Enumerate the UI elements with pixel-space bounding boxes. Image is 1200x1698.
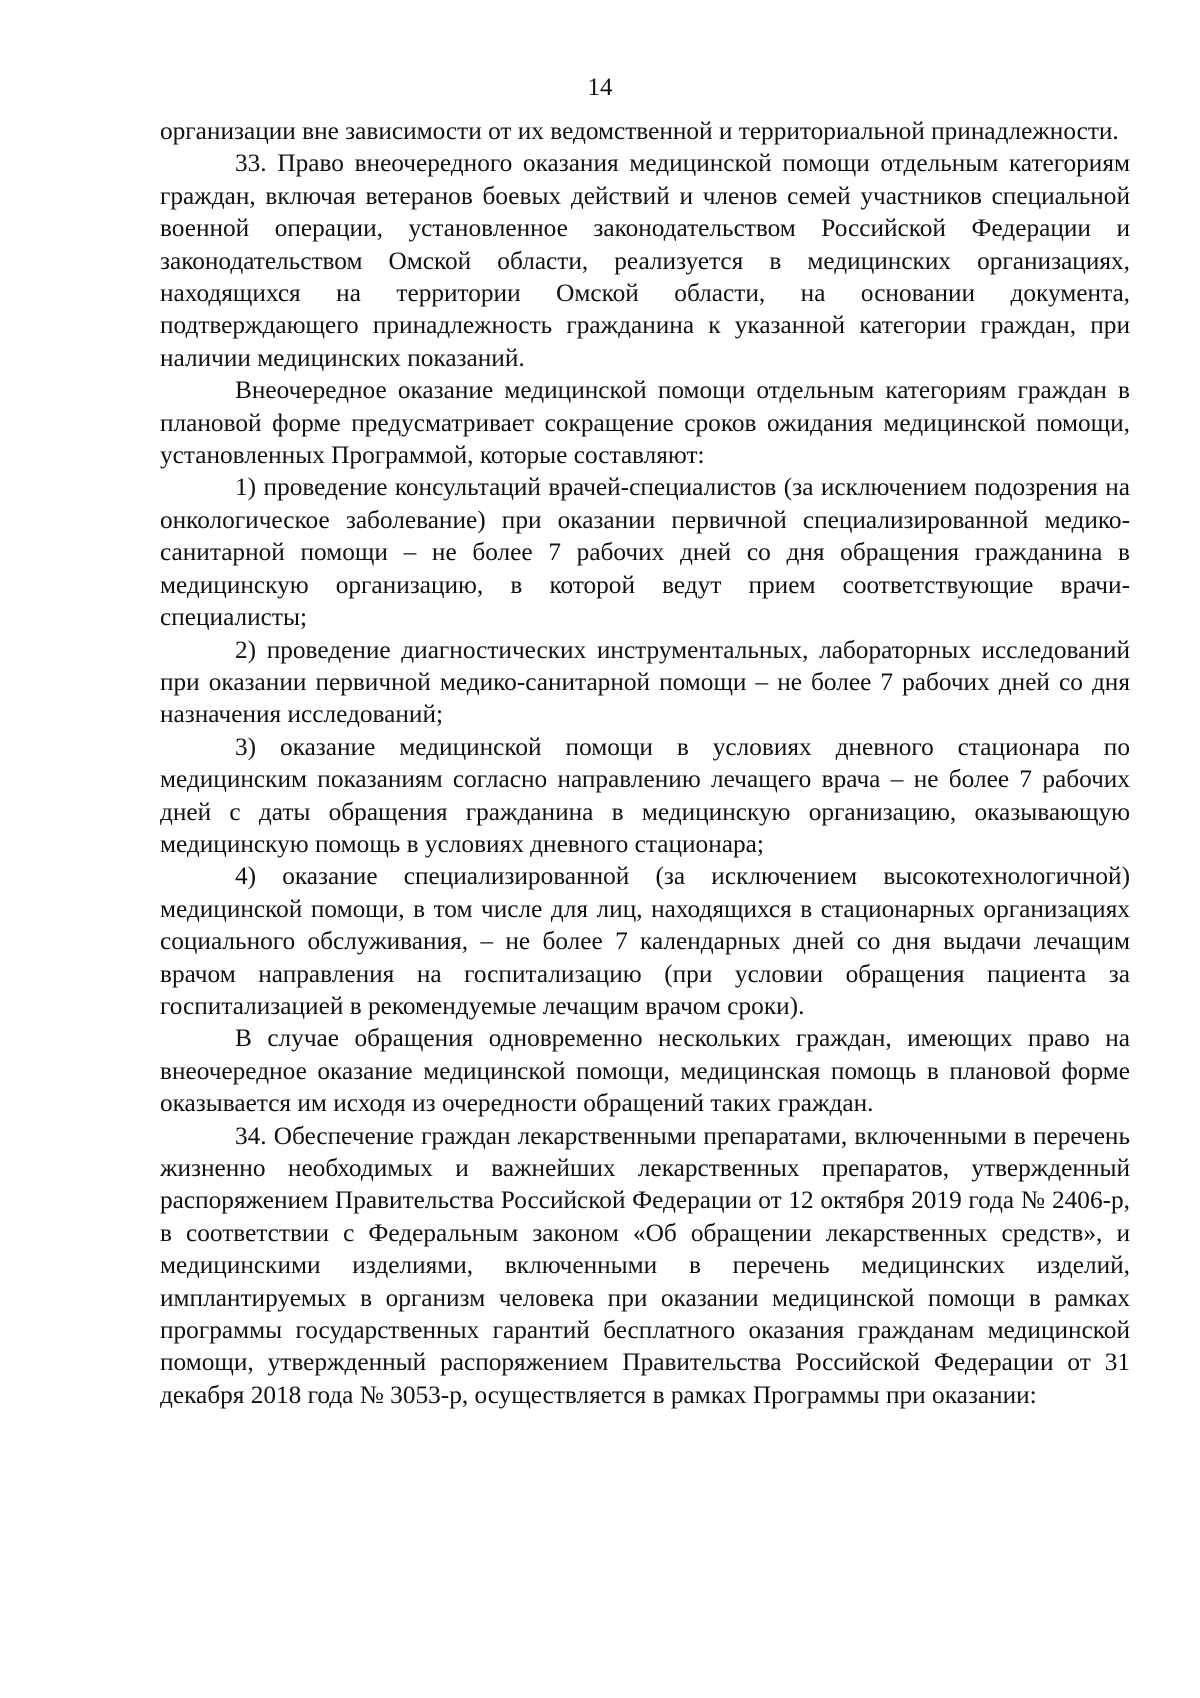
document-body [160, 115, 1130, 1411]
list-item-3: 3) оказание медицинской помощи в условиях дневного стационара по медицинским показаниям согласно направлению лечащего врача – не более 7 рабочих дней с даты обращения гражданина в медицинскую организацию, оказывающую медицинскую помощь в условиях дневного стационара; [160, 732, 1130, 858]
paragraph-continuation: организации вне зависимости от их ведомственной и территориальной принадлежности. [160, 117, 1119, 145]
paragraph-priority-care: Внеочередное оказание медицинской помощи отдельным категориям граждан в плановой форме предусматривает сокращение сроков ожидания медицинской помощи, установленных Программой, которые составляют: [160, 376, 1130, 470]
list-item-4: 4) оказание специализированной (за исключением высокотехнологичной) медицинской помощи, в том числе для лиц, находящихся в стационарных организациях социального обслуживания, – не более 7 календарных дней со дня выдачи лечащим врачом направления на госпитализацию (при условии обращения пациента за госпитализацией в рекомендуемые лечащим врачом сроки). [160, 862, 1130, 1020]
list-item-1: 1) проведение консультаций врачей-специалистов (за исключением подозрения на онкологическое заболевание) при оказании первичной специализированной медико-санитарной помощи – не более 7 рабочих дней со дня обращения гражданина в медицинскую организацию, в которой ведут прием соответствующие врачи-специалисты; [160, 473, 1130, 632]
paragraph-simultaneous-requests: В случае обращения одновременно нескольких граждан, имеющих право на внеочередное оказание медицинской помощи, медицинская помощь в плановой форме оказывается им исходя из очередности обращений таких граждан. [160, 1024, 1130, 1118]
page-number: 14 [587, 74, 613, 101]
list-item-2: 2) проведение диагностических инструментальных, лабораторных исследований при оказании первичной медико-санитарной помощи – не более 7 рабочих дней со дня назначения исследований; [160, 635, 1130, 729]
paragraph-item-34: 34. Обеспечение граждан лекарственными препаратами, включенными в перечень жизненно необходимых и важнейших лекарственных препаратов, утвержденный распоряжением Правительства Российской Федерации от 12 октября 2019 года № 2406-р, в соответствии с Федеральным законом «Об обращении лекарственных средств», и медицинскими изделиями, включенными в перечень медицинских изделий, имплантируемых в организм человека при оказании медицинской помощи в рамках программы государственных гарантий бесплатного оказания гражданам медицинской помощи, утвержденный распоряжением Правительства Российской Федерации от 31 декабря 2018 года № 3053-р, осуществляется в рамках Программы при оказании: [160, 1121, 1130, 1409]
paragraph-item-33: 33. Право внеочередного оказания медицинской помощи отдельным категориям граждан, включая ветеранов боевых действий и членов семей участников специальной военной операции, установленное законодательством Российской Федерации и законодательством Омской области, реализуется в медицинских организациях, находящихся на территории Омской области, на основании документа, подтверждающего принадлежность гражданина к указанной категории граждан, при наличии медицинских показаний. [160, 149, 1130, 372]
